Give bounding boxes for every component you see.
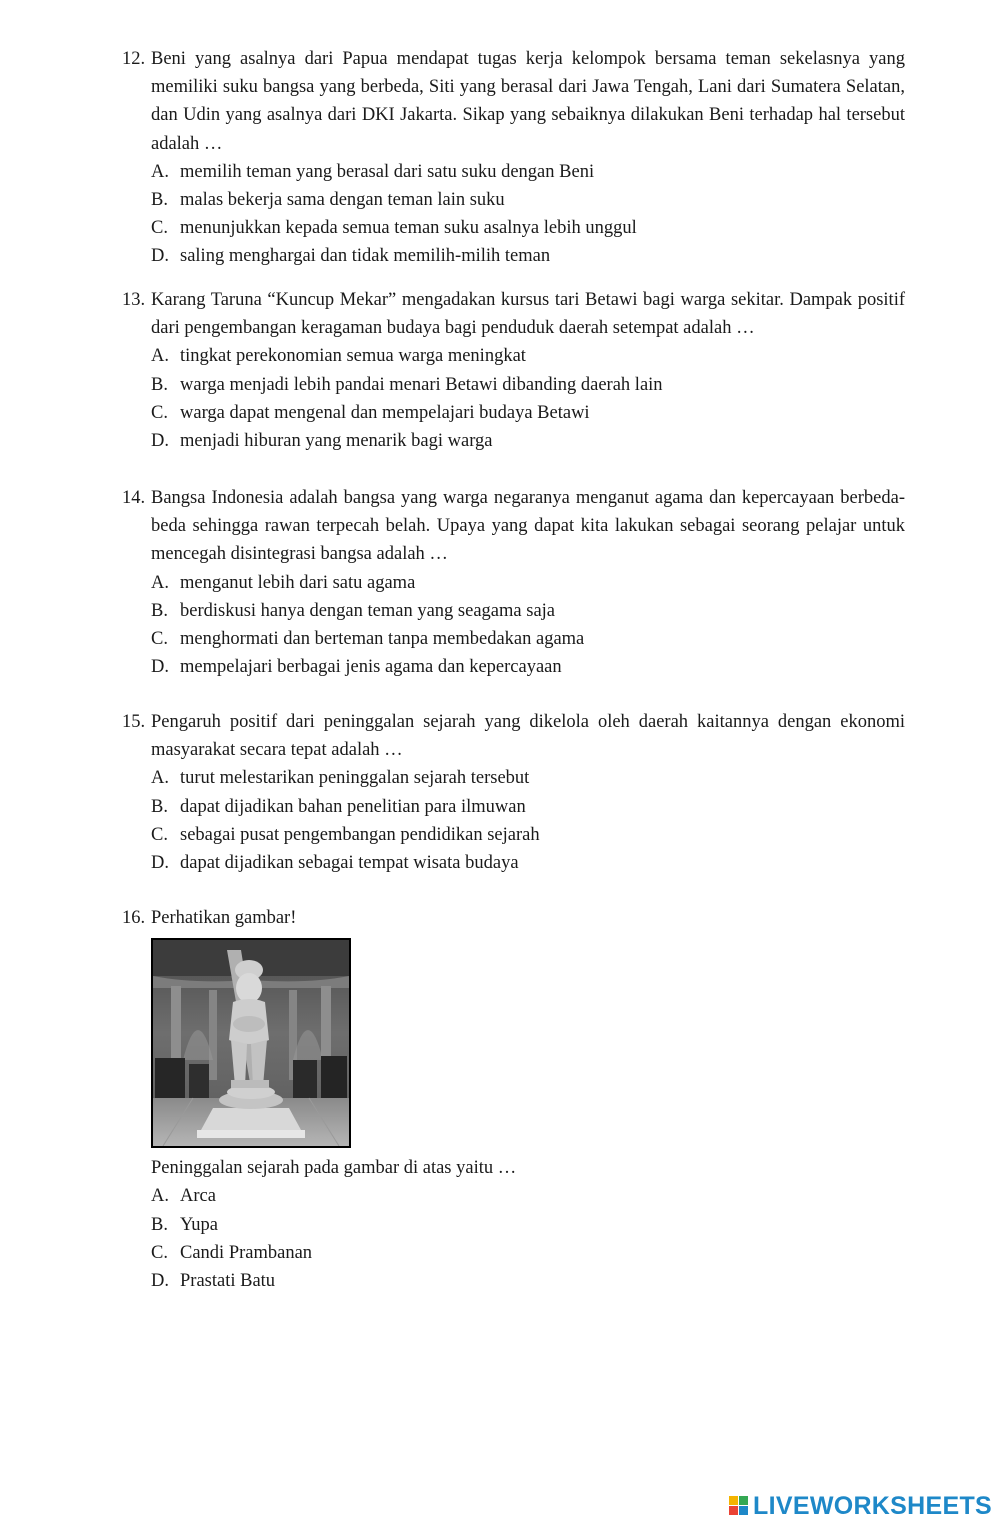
question-number: 13. [122, 290, 146, 310]
option-text: Prastati Batu [180, 1271, 276, 1292]
option-d[interactable] [151, 849, 905, 877]
option-a[interactable] [151, 1182, 905, 1210]
option-text: malas bekerja sama dengan teman lain suku [180, 190, 505, 211]
option-a[interactable] [151, 342, 905, 370]
option-text: dapat dijadikan bahan penelitian para ilmuwan [180, 796, 526, 817]
option-letter: C. [151, 629, 168, 650]
question-text: Pengaruh positif dari peninggalan sejarah yang dikelola oleh daerah kaitannya dengan ekonomi masyarakat secara tepat adalah … [151, 712, 905, 761]
question-text: Beni yang asalnya dari Papua mendapat tugas kerja kelompok bersama teman sekelasnya yang memiliki suku bangsa yang berbeda, Siti yang berasal dari Jawa Tengah, Lani dari Sumatera Selatan, dan Udin yang asalnya dari DKI Jakarta. Sikap yang sebaiknya dilakukan Beni terhadap hal tersebut adalah … [151, 49, 905, 154]
option-b[interactable] [151, 1211, 905, 1239]
option-b[interactable] [151, 793, 905, 821]
option-letter: D. [151, 853, 169, 874]
option-letter: C. [151, 402, 168, 423]
option-text: memilih teman yang berasal dari satu suku dengan Beni [180, 161, 595, 182]
option-list [151, 1182, 905, 1295]
option-c[interactable] [151, 1239, 905, 1267]
question-13 [122, 286, 905, 455]
option-text: menjadi hiburan yang menarik bagi warga [180, 431, 493, 452]
option-letter: A. [151, 572, 169, 593]
question-number: 12. [122, 49, 146, 69]
option-letter: C. [151, 1242, 168, 1263]
option-text: tingkat perekonomian semua warga meningkat [180, 346, 526, 367]
option-c[interactable] [151, 214, 905, 242]
option-c[interactable] [151, 399, 905, 427]
arca-statue-image [153, 940, 349, 1146]
option-d[interactable] [151, 242, 905, 270]
question-text: Karang Taruna “Kuncup Mekar” mengadakan kursus tari Betawi bagi warga sekitar. Dampak positif dari pengembangan keragaman budaya bagi penduduk daerah setempat adalah … [151, 290, 905, 339]
option-letter: B. [151, 600, 168, 621]
option-text: sebagai pusat pengembangan pendidikan sejarah [180, 824, 540, 845]
option-a[interactable] [151, 569, 905, 597]
question-12 [122, 45, 905, 271]
option-b[interactable] [151, 371, 905, 399]
option-d[interactable] [151, 427, 905, 455]
brand-name: LIVEWORKSHEETS [753, 1491, 992, 1520]
option-letter: A. [151, 768, 169, 789]
option-text: berdiskusi hanya dengan teman yang seagama saja [180, 600, 556, 621]
option-list [151, 764, 905, 877]
question-16 [122, 904, 905, 1295]
option-text: menunjukkan kepada semua teman suku asalnya lebih unggul [180, 218, 637, 239]
statue-photo [151, 938, 351, 1148]
option-letter: D. [151, 1271, 169, 1292]
option-letter: C. [151, 218, 168, 239]
question-15 [122, 708, 905, 877]
option-letter: B. [151, 190, 168, 211]
option-text: Yupa [180, 1214, 219, 1235]
option-list [151, 342, 905, 455]
option-text: saling menghargai dan tidak memilih-milih teman [180, 246, 551, 267]
option-text: turut melestarikan peninggalan sejarah tersebut [180, 768, 530, 789]
option-text: dapat dijadikan sebagai tempat wisata budaya [180, 853, 519, 874]
option-b[interactable] [151, 597, 905, 625]
option-c[interactable] [151, 625, 905, 653]
option-text: menganut lebih dari satu agama [180, 572, 416, 593]
question-number: 16. [122, 908, 146, 928]
option-letter: A. [151, 161, 169, 182]
question-number: 14. [122, 488, 146, 508]
question-text: Bangsa Indonesia adalah bangsa yang warga negaranya menganut agama dan kepercayaan berbeda-beda sehingga rawan terpecah belah. Upaya yang dapat kita lakukan sebagai seorang pelajar untuk mencegah disintegrasi bangsa adalah … [151, 488, 905, 565]
option-letter: A. [151, 346, 169, 367]
option-letter: B. [151, 1214, 168, 1235]
question-prompt: Peninggalan sejarah pada gambar di atas yaitu … [151, 1158, 517, 1179]
option-a[interactable] [151, 764, 905, 792]
option-letter: A. [151, 1186, 169, 1207]
option-list [151, 158, 905, 271]
option-letter: C. [151, 824, 168, 845]
option-text: mempelajari berbagai jenis agama dan kepercayaan [180, 657, 562, 678]
option-letter: D. [151, 657, 169, 678]
liveworksheets-logo[interactable] [729, 1493, 992, 1519]
question-number: 15. [122, 712, 146, 732]
question-text: Perhatikan gambar! [151, 908, 297, 928]
option-list [151, 569, 905, 682]
option-text: menghormati dan berteman tanpa membedakan agama [180, 629, 585, 650]
option-text: Candi Prambanan [180, 1242, 313, 1263]
option-letter: D. [151, 431, 169, 452]
option-c[interactable] [151, 821, 905, 849]
question-14 [122, 484, 905, 681]
option-text: warga menjadi lebih pandai menari Betawi dibanding daerah lain [180, 374, 663, 395]
option-text: warga dapat mengenal dan mempelajari budaya Betawi [180, 402, 590, 423]
option-a[interactable] [151, 158, 905, 186]
liveworksheets-logo-icon [729, 1496, 749, 1516]
option-letter: B. [151, 796, 168, 817]
option-d[interactable] [151, 1267, 905, 1295]
option-text: Arca [180, 1186, 216, 1207]
option-b[interactable] [151, 186, 905, 214]
option-d[interactable] [151, 653, 905, 681]
option-letter: D. [151, 246, 169, 267]
option-letter: B. [151, 374, 168, 395]
